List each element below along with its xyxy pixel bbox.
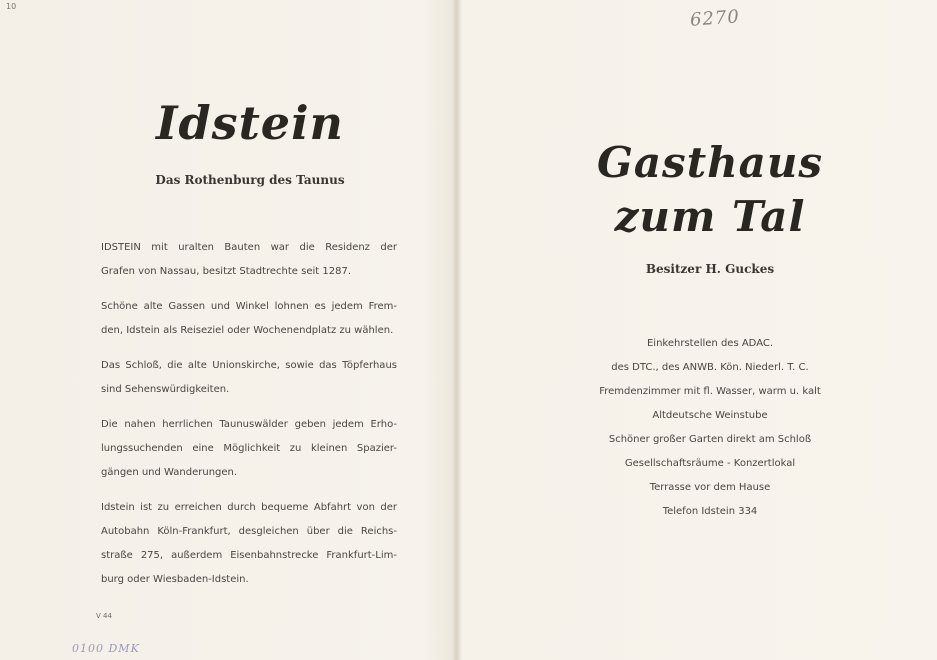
amenities-list — [545, 332, 875, 524]
text-line: burg oder Wiesbaden-Idstein. — [101, 574, 249, 585]
text-line: IDSTEIN mit uralten Bauten war die Residenz der — [101, 242, 397, 253]
paragraph-access — [101, 496, 397, 592]
right-title-line-1: Gasthaus — [596, 138, 824, 187]
page-number: 10 — [6, 2, 17, 11]
info-line: Telefon Idstein 334 — [662, 506, 758, 517]
text-line: Grafen von Nassau, besitzt Stadtrechte seit 1287. — [101, 266, 352, 277]
info-line: Gesellschaftsräume - Konzertlokal — [624, 458, 796, 469]
right-title-line-2: zum Tal — [614, 192, 806, 241]
text-line: Die nahen herrlichen Taunuswälder geben jedem Erho- — [101, 419, 397, 430]
owner-line: Besitzer H. Guckes — [645, 262, 775, 276]
text-line: Das Schloß, die alte Unionskirche, sowie das Töpferhaus — [101, 360, 397, 371]
left-title: Idstein — [155, 96, 344, 150]
info-line: Altdeutsche Weinstube — [652, 410, 768, 421]
paragraph-sights — [101, 354, 397, 402]
info-line: Terrasse vor dem Hause — [649, 482, 771, 493]
text-line: Idstein ist zu erreichen durch bequeme Abfahrt von der — [101, 502, 397, 513]
paragraph-history — [101, 236, 397, 284]
info-line: Fremdenzimmer mit fl. Wasser, warm u. kalt — [599, 386, 821, 397]
text-line: sind Sehenswürdigkeiten. — [101, 384, 230, 395]
archive-mark-handwritten: 0100 DMK — [72, 642, 140, 655]
text-line: straße 275, außerdem Eisenbahnstrecke Frankfurt-Lim- — [101, 550, 397, 561]
text-line: lungssuchenden eine Möglichkeit zu kleinen Spazier- — [101, 443, 397, 454]
text-line: Autobahn Köln-Frankfurt, desgleichen über die Reichs- — [101, 526, 397, 537]
catalog-number-handwritten: 6270 — [689, 6, 741, 31]
text-line: den, Idstein als Reiseziel oder Wochenendplatz zu wählen. — [101, 325, 394, 336]
text-line: Schöne alte Gassen und Winkel lohnen es jedem Frem- — [101, 301, 397, 312]
print-code: V 44 — [96, 612, 112, 620]
info-line: Einkehrstellen des ADAC. — [646, 338, 774, 349]
left-subtitle: Das Rothenburg des Taunus — [155, 173, 345, 187]
info-line: des DTC., des ANWB. Kön. Niederl. T. C. — [611, 362, 809, 373]
text-line: gängen und Wanderungen. — [101, 467, 238, 478]
center-fold — [452, 0, 462, 660]
paragraph-streets — [101, 295, 397, 343]
left-body — [101, 236, 397, 603]
paragraph-forests — [101, 413, 397, 485]
info-line: Schöner großer Garten direkt am Schloß — [608, 434, 812, 445]
right-title — [560, 136, 860, 244]
